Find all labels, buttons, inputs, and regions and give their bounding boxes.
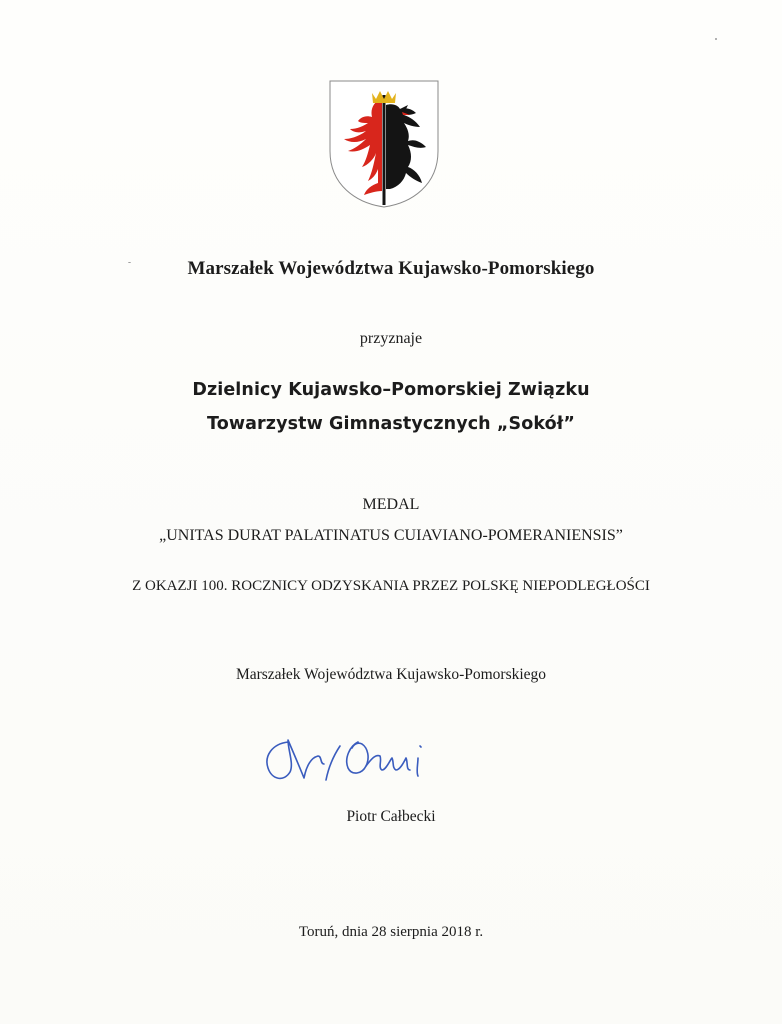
place-and-date: Toruń, dnia 28 sierpnia 2018 r.: [298, 924, 484, 940]
medal-name: „UNITAS DURAT PALATINATUS CUIAVIANO-POMERANIENSIS”: [159, 527, 623, 544]
award-verb: przyznaje: [359, 330, 423, 347]
signatory-name: Piotr Całbecki: [346, 808, 436, 825]
medal-title: MEDAL: [362, 496, 420, 513]
handwritten-signature: [258, 728, 468, 790]
coat-of-arms-icon: [328, 79, 440, 209]
award-occasion: Z OKAZJI 100. ROCZNICY ODZYSKANIA PRZEZ POLSKĘ NIEPODLEGŁOŚCI: [132, 578, 650, 594]
recipient-line-1: Dzielnicy Kujawsko–Pomorskiej Związku: [192, 380, 590, 400]
issuer-heading: Marszałek Województwa Kujawsko-Pomorskiego: [187, 258, 595, 279]
recipient-line-2: Towarzystw Gimnastycznych „Sokół”: [207, 414, 575, 434]
paper-speck: [715, 38, 717, 40]
signatory-office: Marszałek Województwa Kujawsko-Pomorskiego: [235, 666, 547, 683]
